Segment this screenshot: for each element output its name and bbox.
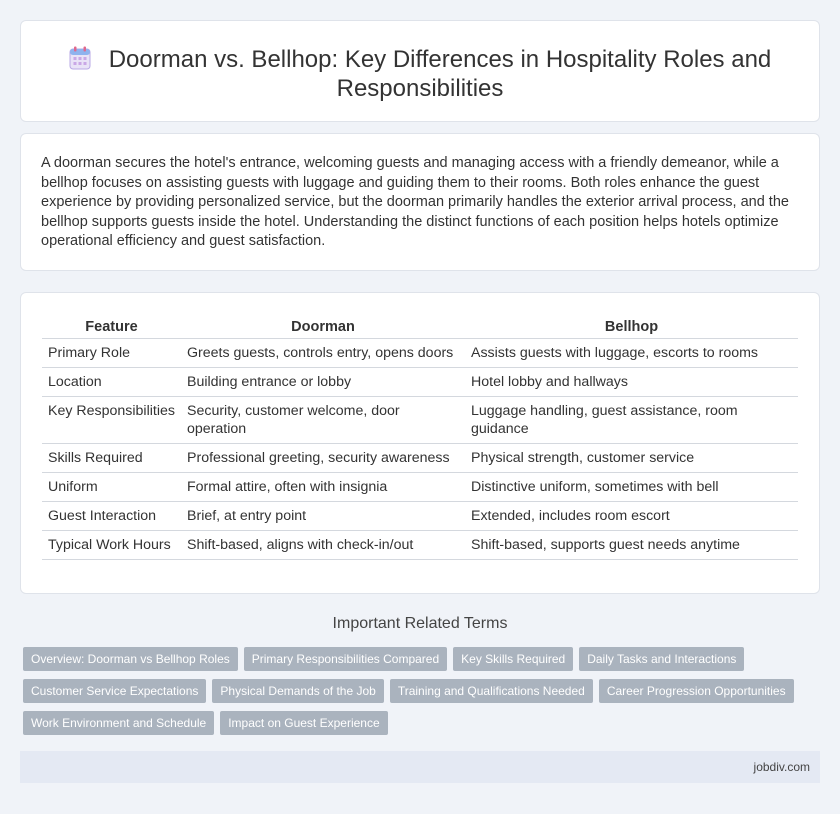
bellhop-cell: Extended, includes room escort (465, 501, 798, 530)
bellhop-cell: Shift-based, supports guest needs anytime (465, 530, 798, 559)
doorman-cell: Formal attire, often with insignia (181, 472, 465, 501)
footer (20, 751, 820, 783)
doorman-cell: Shift-based, aligns with check-in/out (181, 530, 465, 559)
table-row (42, 443, 798, 472)
table-row (42, 367, 798, 396)
table-row (42, 530, 798, 559)
comparison-card (20, 292, 820, 594)
related-term-tag[interactable]: Key Skills Required (453, 647, 573, 671)
table-header-row (42, 316, 798, 338)
table-row (42, 501, 798, 530)
related-term-tag[interactable]: Work Environment and Schedule (23, 711, 214, 735)
doorman-cell: Professional greeting, security awareness (181, 443, 465, 472)
feature-cell: Primary Role (42, 338, 181, 367)
page-title (21, 45, 819, 103)
feature-cell: Key Responsibilities (42, 396, 181, 443)
doorman-cell: Building entrance or lobby (181, 367, 465, 396)
feature-cell: Location (42, 367, 181, 396)
header-doorman: Doorman (181, 316, 465, 338)
bellhop-cell: Luggage handling, guest assistance, room guidance (465, 396, 798, 443)
related-term-tag[interactable]: Customer Service Expectations (23, 679, 206, 703)
related-term-tag[interactable]: Daily Tasks and Interactions (579, 647, 744, 671)
doorman-cell: Security, customer welcome, door operation (181, 396, 465, 443)
table-row (42, 338, 798, 367)
related-term-tag[interactable]: Impact on Guest Experience (220, 711, 387, 735)
feature-cell: Guest Interaction (42, 501, 181, 530)
table-row (42, 396, 798, 443)
page-title-text: Doorman vs. Bellhop: Key Differences in Hospitality Roles and Responsibilities (108, 46, 772, 102)
bellhop-cell: Hotel lobby and hallways (465, 367, 798, 396)
intro-paragraph: A doorman secures the hotel's entrance, welcoming guests and managing access with a friendly demeanor, while a bellhop focuses on assisting guests with luggage and guiding them to their rooms. Both roles enhance the guest experience by providing personalized service, but the doorman primarily handles the exterior arrival process, and the bellhop supports guests inside the hotel. Understanding the distinct functions of each position helps hotels optimize operational efficiency and guest satisfaction. (41, 155, 789, 249)
related-term-tag[interactable]: Training and Qualifications Needed (390, 679, 593, 703)
related-term-tag[interactable]: Overview: Doorman vs Bellhop Roles (23, 647, 238, 671)
doorman-cell: Brief, at entry point (181, 501, 465, 530)
related-term-tag[interactable]: Physical Demands of the Job (212, 679, 383, 703)
related-term-tag[interactable]: Primary Responsibilities Compared (244, 647, 447, 671)
title-card (20, 20, 820, 122)
intro-card (20, 133, 820, 271)
comparison-table (42, 316, 798, 560)
doorman-cell: Greets guests, controls entry, opens doors (181, 338, 465, 367)
footer-site-link[interactable]: jobdiv.com (753, 760, 810, 774)
related-term-tag[interactable]: Career Progression Opportunities (599, 679, 794, 703)
bellhop-cell: Physical strength, customer service (465, 443, 798, 472)
related-terms-list (23, 647, 803, 735)
header-bellhop: Bellhop (465, 316, 798, 338)
bellhop-cell: Assists guests with luggage, escorts to rooms (465, 338, 798, 367)
feature-cell: Typical Work Hours (42, 530, 181, 559)
table-row (42, 472, 798, 501)
feature-cell: Skills Required (42, 443, 181, 472)
related-terms-heading: Important Related Terms (332, 615, 508, 632)
header-feature: Feature (42, 316, 181, 338)
calendar-icon (69, 46, 91, 70)
feature-cell: Uniform (42, 472, 181, 501)
bellhop-cell: Distinctive uniform, sometimes with bell (465, 472, 798, 501)
